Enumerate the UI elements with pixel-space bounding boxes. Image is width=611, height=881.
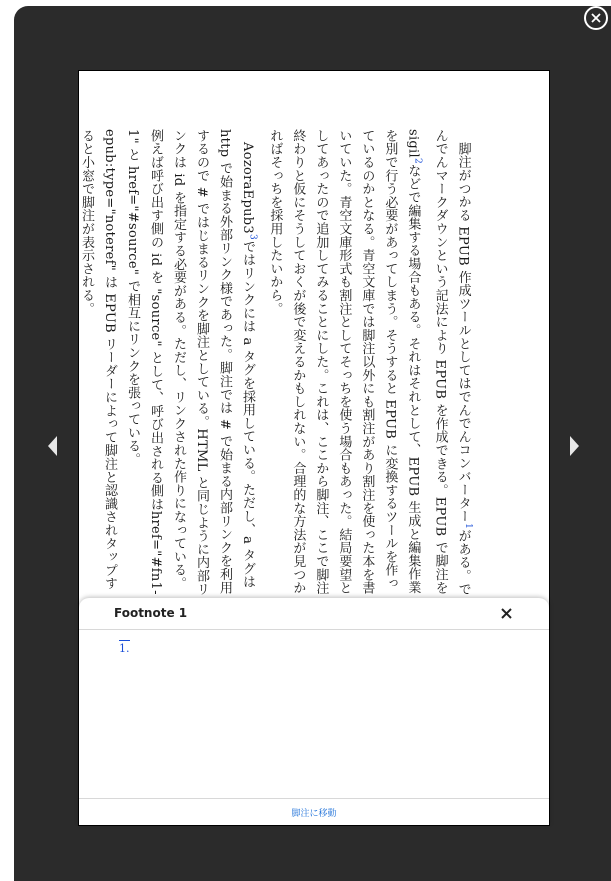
close-x-icon bbox=[501, 604, 512, 623]
paragraph-2 bbox=[78, 129, 263, 599]
footnote-popup-body bbox=[79, 630, 549, 799]
chevron-right-icon bbox=[568, 434, 582, 462]
previous-page-button[interactable] bbox=[40, 432, 64, 464]
footnote-popup-header bbox=[79, 598, 549, 630]
footnote-popup-footer bbox=[79, 799, 549, 825]
next-page-button[interactable] bbox=[563, 432, 587, 464]
footnote-popup-title: Footnote 1 bbox=[114, 606, 188, 620]
chevron-left-icon bbox=[45, 434, 59, 462]
paragraph-1-text-c: などで編集する場合もある。それはそれとして、EPUB 生成と編集作業を別で行う必要があってしまう。そうすると EPUB に変換するツールを作っているのかとなる。青空文庫では脚注以外にも割注があり割注を使った本を書いていた。青空文庫形式も割注としてそっちを使う場合もあった。結局要望としてあったので追加してみることにした。これは、ここから脚注、ここで脚注終わりと仮にそうしておくが後で変えるかもしれない。合理的な方法が見つかればそっちを採用したいから。 bbox=[267, 129, 421, 595]
paragraph-2-text-b: ではリンクには a タグを採用している。ただし、a タグは http で始まる外部リンク様であった。脚注では # で始まる内部リンクを利用するので # ではじまるリンクを脚注としている。HTML と同じように内部リンクは id を指定する必要がある。ただし、リンクされた作りになっている。例えば呼び出す側の id を "source" として、呼び出される側はhref="#fn1-1" と href="#source" で相互にリンクを張っている。epub:type="noteref" は EPUB リーダーによって脚注と認識されタップすると小窓で脚注が表示される。 bbox=[79, 129, 256, 596]
close-circle-icon bbox=[590, 9, 602, 28]
paragraph-2-text-a: AozoraEpub3 bbox=[240, 142, 256, 234]
footnote-ref-2[interactable]: 2 bbox=[412, 157, 423, 164]
paragraph-1-text-a: 脚注がつかる EPUB 作成ツールとしてはでんでんコンバーター bbox=[455, 142, 471, 524]
footnote-ref-3[interactable]: 3 bbox=[247, 233, 258, 240]
footnote-close-button[interactable] bbox=[498, 605, 514, 621]
footnote-ref-1[interactable]: 1 bbox=[463, 523, 473, 530]
paragraph-1 bbox=[263, 129, 479, 599]
footnote-popup bbox=[79, 598, 549, 825]
vertical-text-body bbox=[78, 129, 479, 599]
close-viewer-button[interactable] bbox=[584, 6, 608, 30]
footnote-number-link[interactable]: 1. bbox=[119, 642, 130, 655]
paragraph-1-text-b: がある。でんでんマークダウンという記法により EPUB を作成できる。EPUB で脚注をsigil bbox=[405, 129, 471, 596]
go-to-footnote-link[interactable]: 脚注に移動 bbox=[291, 808, 337, 819]
